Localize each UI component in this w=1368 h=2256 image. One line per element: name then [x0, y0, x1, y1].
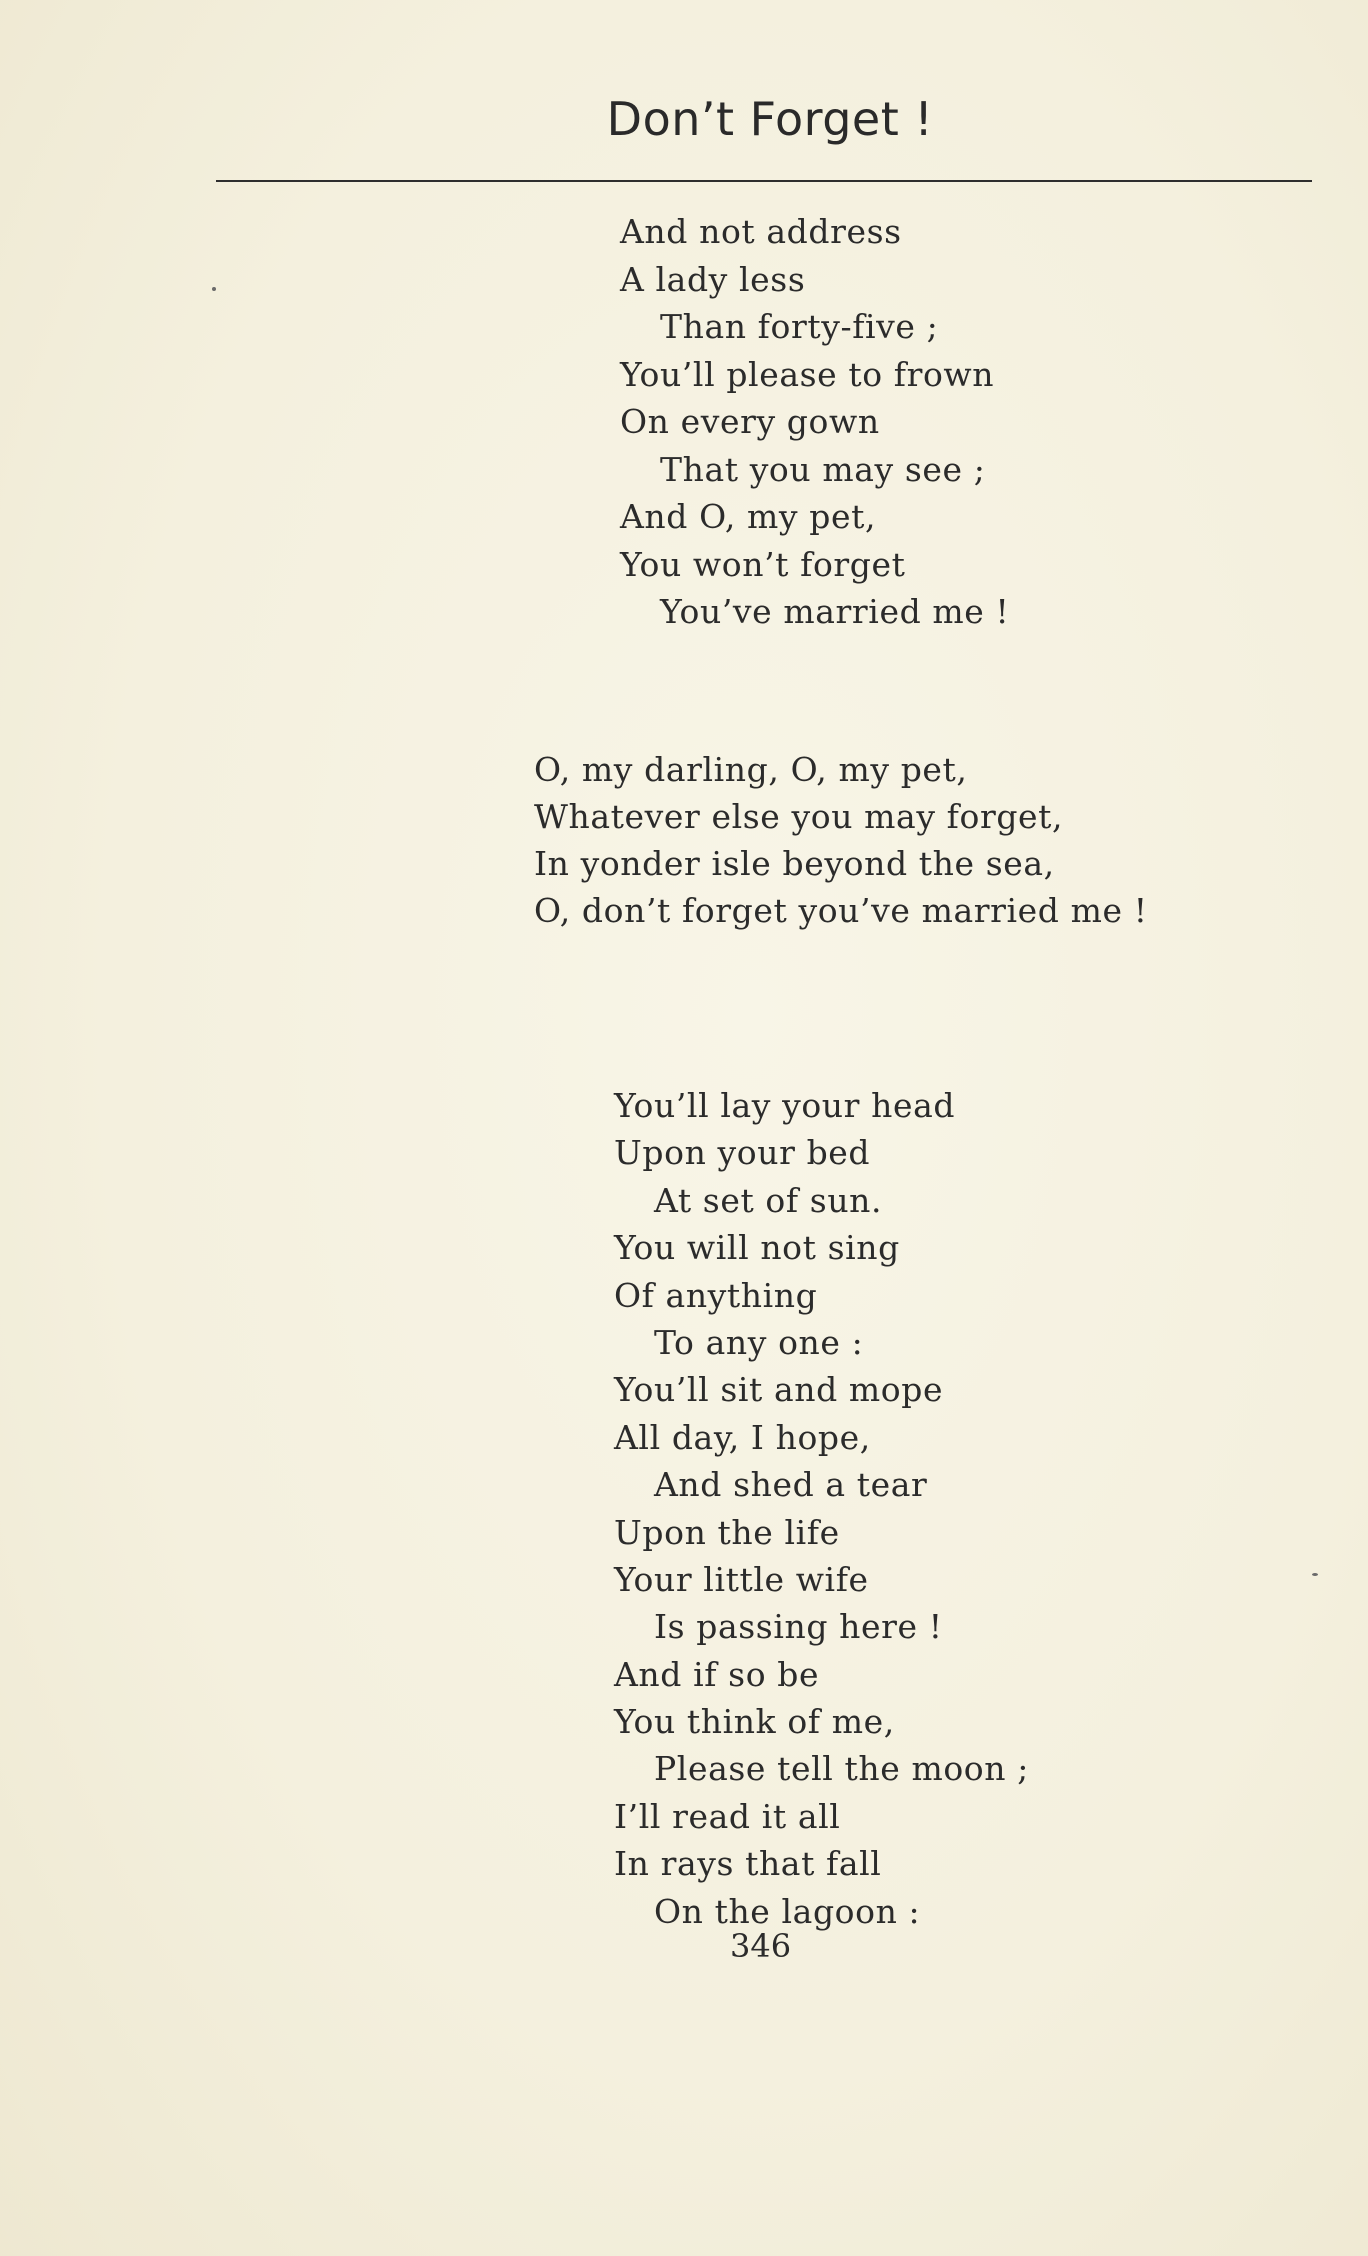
- poem-line: You’ll lay your head: [614, 1086, 956, 1125]
- poem-line: You’ll please to frown: [620, 354, 995, 394]
- poem-line: You’ll sit and mope: [614, 1370, 944, 1410]
- poem-line: Please tell the moon ;: [654, 1749, 1029, 1789]
- poem-line: Upon your bed: [614, 1133, 871, 1173]
- poem-line: Is passing here !: [654, 1607, 943, 1647]
- page-number: 346: [730, 1927, 792, 1965]
- poem-line: Of anything: [614, 1275, 818, 1315]
- poem-line: You won’t forget: [620, 544, 906, 584]
- stanza-3: [614, 1082, 1029, 1935]
- poem-line: You will not sing: [614, 1228, 900, 1268]
- poem-line: In yonder isle beyond the sea,: [534, 844, 1055, 883]
- poem-line: I’ll read it all: [614, 1796, 841, 1836]
- refrain-stanza: [534, 746, 1148, 934]
- poem-line: And shed a tear: [654, 1465, 928, 1505]
- poem-line: Your little wife: [614, 1559, 869, 1599]
- poem-line: You think of me,: [614, 1702, 895, 1742]
- poem-line: That you may see ;: [660, 449, 986, 489]
- poem-line: Upon the life: [614, 1512, 840, 1552]
- paper-speck: [1312, 1573, 1318, 1576]
- poem-line: On every gown: [620, 402, 880, 441]
- poem-line: To any one :: [654, 1322, 864, 1362]
- poem-line: At set of sun.: [654, 1180, 883, 1220]
- poem-line: Than forty-five ;: [660, 307, 939, 346]
- poem-line: Whatever else you may forget,: [534, 797, 1064, 836]
- paper-speck: [212, 287, 216, 291]
- poem-line: And if so be: [614, 1654, 820, 1694]
- poem-line: In rays that fall: [614, 1844, 882, 1884]
- poem-line: O, my darling, O, my pet,: [534, 750, 968, 789]
- poem-line: On the lagoon :: [654, 1891, 921, 1931]
- poem-line: All day, I hope,: [614, 1417, 871, 1457]
- stanza-1: [620, 208, 1009, 636]
- poem-line: You’ve married me !: [660, 592, 1010, 631]
- header-rule: [216, 180, 1312, 182]
- poem-line: And not address: [620, 212, 902, 251]
- poem-line: O, don’t forget you’ve married me !: [534, 891, 1148, 930]
- poem-line: A lady less: [620, 259, 806, 299]
- running-title: Don’t Forget !: [606, 92, 934, 146]
- poem-line: And O, my pet,: [620, 497, 877, 536]
